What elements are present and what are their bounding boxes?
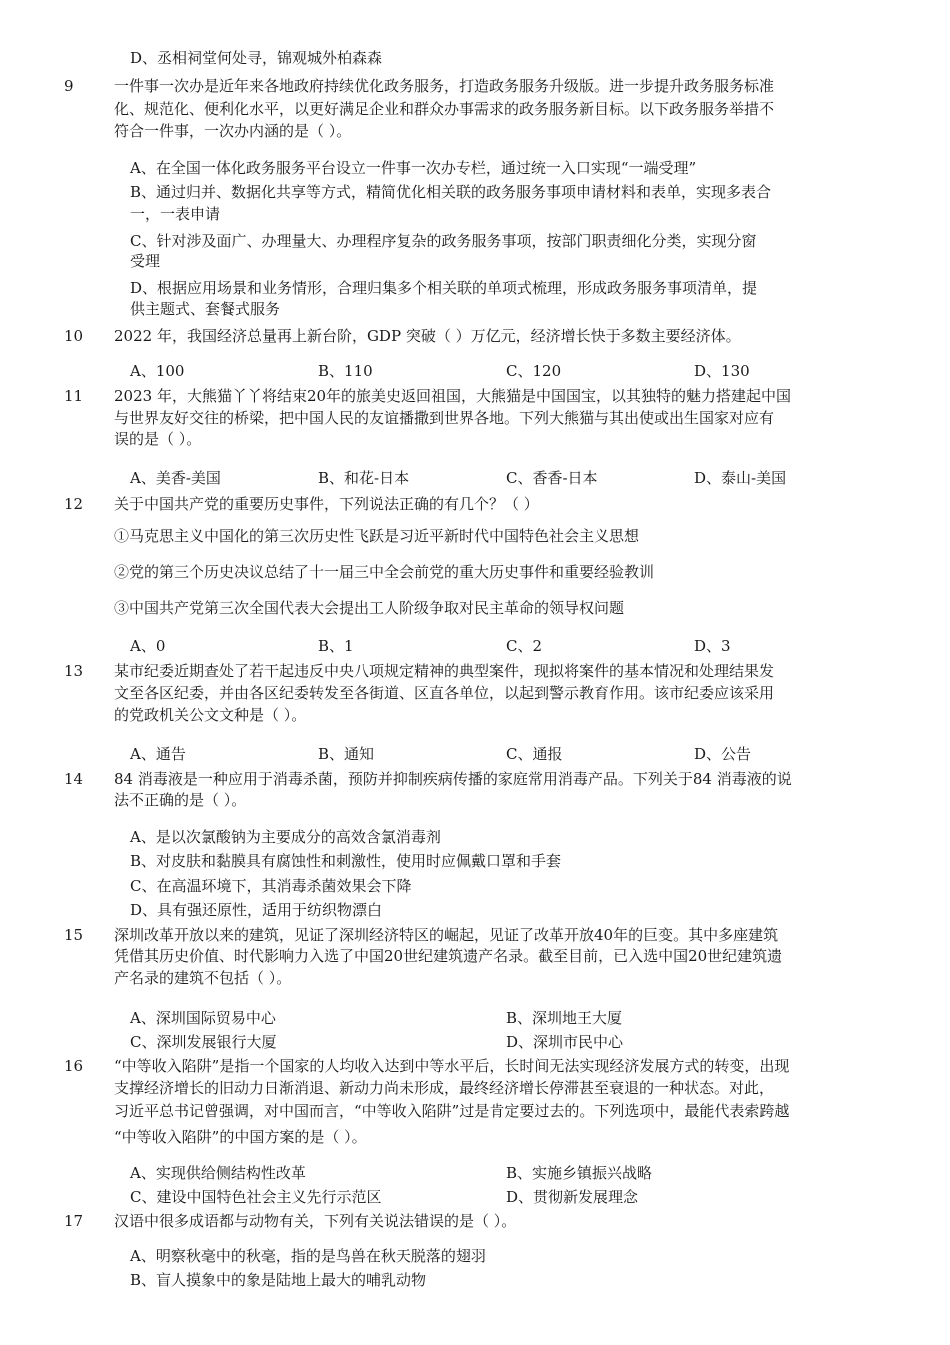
q16-option-b: B、实施乡镇振兴战略 bbox=[506, 1164, 653, 1182]
q11-stem-line: 2023 年，大熊猫丫丫将结束20年的旅美史返回祖国，大熊猫是中国国宝，以其独特的魅力搭建起中国 bbox=[114, 387, 792, 405]
q10-number: 10 bbox=[64, 327, 84, 345]
q16-option-d: D、贯彻新发展理念 bbox=[506, 1188, 639, 1206]
q12-option-d: D、3 bbox=[694, 637, 731, 655]
q14-option-c: C、在高温环境下，其消毒杀菌效果会下降 bbox=[130, 877, 412, 895]
q17-option-a: A、明察秋毫中的秋毫，指的是鸟兽在秋天脱落的翅羽 bbox=[130, 1247, 486, 1265]
q11-option-b: B、和花-日本 bbox=[318, 469, 410, 487]
q12-option-b: B、1 bbox=[318, 637, 354, 655]
q12-option-c: C、2 bbox=[506, 637, 543, 655]
q11-stem-line: 与世界友好交往的桥梁，把中国人民的友谊播撒到世界各地。下列大熊猫与其出使或出生国家对应有 bbox=[114, 409, 775, 427]
q11-stem-line: 误的是（ ）。 bbox=[114, 430, 202, 448]
q9-number: 9 bbox=[64, 77, 74, 95]
q16-stem-line: “中等收入陷阱”是指一个国家的人均收入达到中等水平后，长时间无法实现经济发展方式的转变，出现 bbox=[114, 1057, 790, 1075]
q17-option-b: B、盲人摸象中的象是陆地上最大的哺乳动物 bbox=[130, 1271, 427, 1289]
q9-stem-line: 符合一件事，一次办内涵的是（ ）。 bbox=[114, 122, 352, 140]
q14-stem-line: 法不正确的是（ ）。 bbox=[114, 791, 247, 809]
q16-option-a: A、实现供给侧结构性改革 bbox=[130, 1164, 306, 1182]
q9-option-d: D、根据应用场景和业务情形，合理归集多个相关联的单项式梳理，形成政务服务事项清单，提 bbox=[130, 279, 758, 297]
q15-stem-line: 深圳改革开放以来的建筑，见证了深圳经济特区的崛起，见证了改革开放40年的巨变。其中多座建筑 bbox=[114, 926, 779, 944]
q8-option-d: D、丞相祠堂何处寻，锦观城外柏森森 bbox=[130, 49, 383, 67]
q17-stem-line: 汉语中很多成语都与动物有关，下列有关说法错误的是（ ）。 bbox=[114, 1212, 517, 1230]
q14-option-b: B、对皮肤和黏膜具有腐蚀性和刺激性，使用时应佩戴口罩和手套 bbox=[130, 852, 562, 870]
q16-stem-line: 支撑经济增长的旧动力日渐消退、新动力尚未形成，最终经济增长停滞甚至衰退的一种状态。对此， bbox=[114, 1079, 775, 1097]
q11-number: 11 bbox=[64, 387, 84, 405]
q13-number: 13 bbox=[64, 662, 84, 680]
q12-stem-line: 关于中国共产党的重要历史事件，下列说法正确的有几个？（ ） bbox=[114, 495, 539, 513]
q9-option-a: A、在全国一体化政务服务平台设立一件事一次办专栏，通过统一入口实现“一端受理” bbox=[130, 159, 697, 177]
q13-stem-line: 文至各区纪委，并由各区纪委转发至各街道、区直各单位，以起到警示教育作用。该市纪委应该采用 bbox=[114, 684, 775, 702]
q9-option-c-cont: 受理 bbox=[130, 252, 161, 270]
q15-option-b: B、深圳地王大厦 bbox=[506, 1009, 623, 1027]
q13-option-a: A、通告 bbox=[130, 745, 186, 763]
q11-option-a: A、美香-美国 bbox=[130, 469, 221, 487]
q15-number: 15 bbox=[64, 926, 84, 944]
q13-option-c: C、通报 bbox=[506, 745, 563, 763]
q10-option-c: C、120 bbox=[506, 362, 562, 380]
q12-statement: ②党的第三个历史决议总结了十一届三中全会前党的重大历史事件和重要经验教训 bbox=[114, 563, 655, 581]
q9-option-b-cont: 一，一表申请 bbox=[130, 205, 221, 223]
q11-option-d: D、泰山-美国 bbox=[694, 469, 787, 487]
q11-option-c: C、香香-日本 bbox=[506, 469, 598, 487]
q14-option-d: D、具有强还原性，适用于纺织物漂白 bbox=[130, 901, 383, 919]
q12-option-a: A、0 bbox=[130, 637, 166, 655]
q15-option-a: A、深圳国际贸易中心 bbox=[130, 1009, 276, 1027]
q9-stem-line: 一件事一次办是近年来各地政府持续优化政务服务，打造政务服务升级版。进一步提升政务服务标准 bbox=[114, 77, 775, 95]
q10-option-a: A、100 bbox=[130, 362, 185, 380]
q12-statement: ①马克思主义中国化的第三次历史性飞跃是习近平新时代中国特色社会主义思想 bbox=[114, 527, 640, 545]
q10-option-d: D、130 bbox=[694, 362, 750, 380]
q16-option-c: C、建设中国特色社会主义先行示范区 bbox=[130, 1188, 382, 1206]
q13-option-b: B、通知 bbox=[318, 745, 375, 763]
q16-stem-line: “中等收入陷阱”的中国方案的是（ ）。 bbox=[114, 1128, 367, 1146]
q9-option-d-cont: 供主题式、套餐式服务 bbox=[130, 300, 281, 318]
q13-option-d: D、公告 bbox=[694, 745, 752, 763]
q10-option-b: B、110 bbox=[318, 362, 373, 380]
q13-stem-line: 某市纪委近期查处了若干起违反中央八项规定精神的典型案件，现拟将案件的基本情况和处理结果发 bbox=[114, 662, 775, 680]
q12-statement: ③中国共产党第三次全国代表大会提出工人阶级争取对民主革命的领导权问题 bbox=[114, 599, 625, 617]
q9-option-b: B、通过归并、数据化共享等方式，精简优化相关联的政务服务事项申请材料和表单，实现多表合 bbox=[130, 183, 772, 201]
q15-stem-line: 凭借其历史价值、时代影响力入选了中国20世纪建筑遗产名录。截至目前，已入选中国20世纪建筑遗 bbox=[114, 947, 783, 965]
q13-stem-line: 的党政机关公文文种是（ ）。 bbox=[114, 706, 307, 724]
q15-option-c: C、深圳发展银行大厦 bbox=[130, 1033, 277, 1051]
q17-number: 17 bbox=[64, 1212, 84, 1230]
q10-stem-line: 2022 年，我国经济总量再上新台阶，GDP 突破（ ）万亿元，经济增长快于多数主要经济体。 bbox=[114, 327, 741, 345]
q12-number: 12 bbox=[64, 495, 84, 513]
q15-option-d: D、深圳市民中心 bbox=[506, 1033, 624, 1051]
q14-option-a: A、是以次氯酸钠为主要成分的高效含氯消毒剂 bbox=[130, 828, 441, 846]
q16-stem-line: 习近平总书记曾强调，对中国而言，“中等收入陷阱”过是肯定要过去的。下列选项中，最能代表索跨越 bbox=[114, 1102, 790, 1120]
q15-stem-line: 产名录的建筑不包括（ ）。 bbox=[114, 969, 292, 987]
q16-number: 16 bbox=[64, 1057, 84, 1075]
q9-option-c: C、针对涉及面广、办理量大、办理程序复杂的政务服务事项，按部门职责细化分类，实现分窗 bbox=[130, 232, 757, 250]
q14-number: 14 bbox=[64, 770, 84, 788]
q9-stem-line: 化、规范化、便利化水平，以更好满足企业和群众办事需求的政务服务新目标。以下政务服务举措不 bbox=[114, 100, 775, 118]
q14-stem-line: 84 消毒液是一种应用于消毒杀菌，预防并抑制疾病传播的家庭常用消毒产品。下列关于84 消毒液的说 bbox=[114, 770, 792, 788]
